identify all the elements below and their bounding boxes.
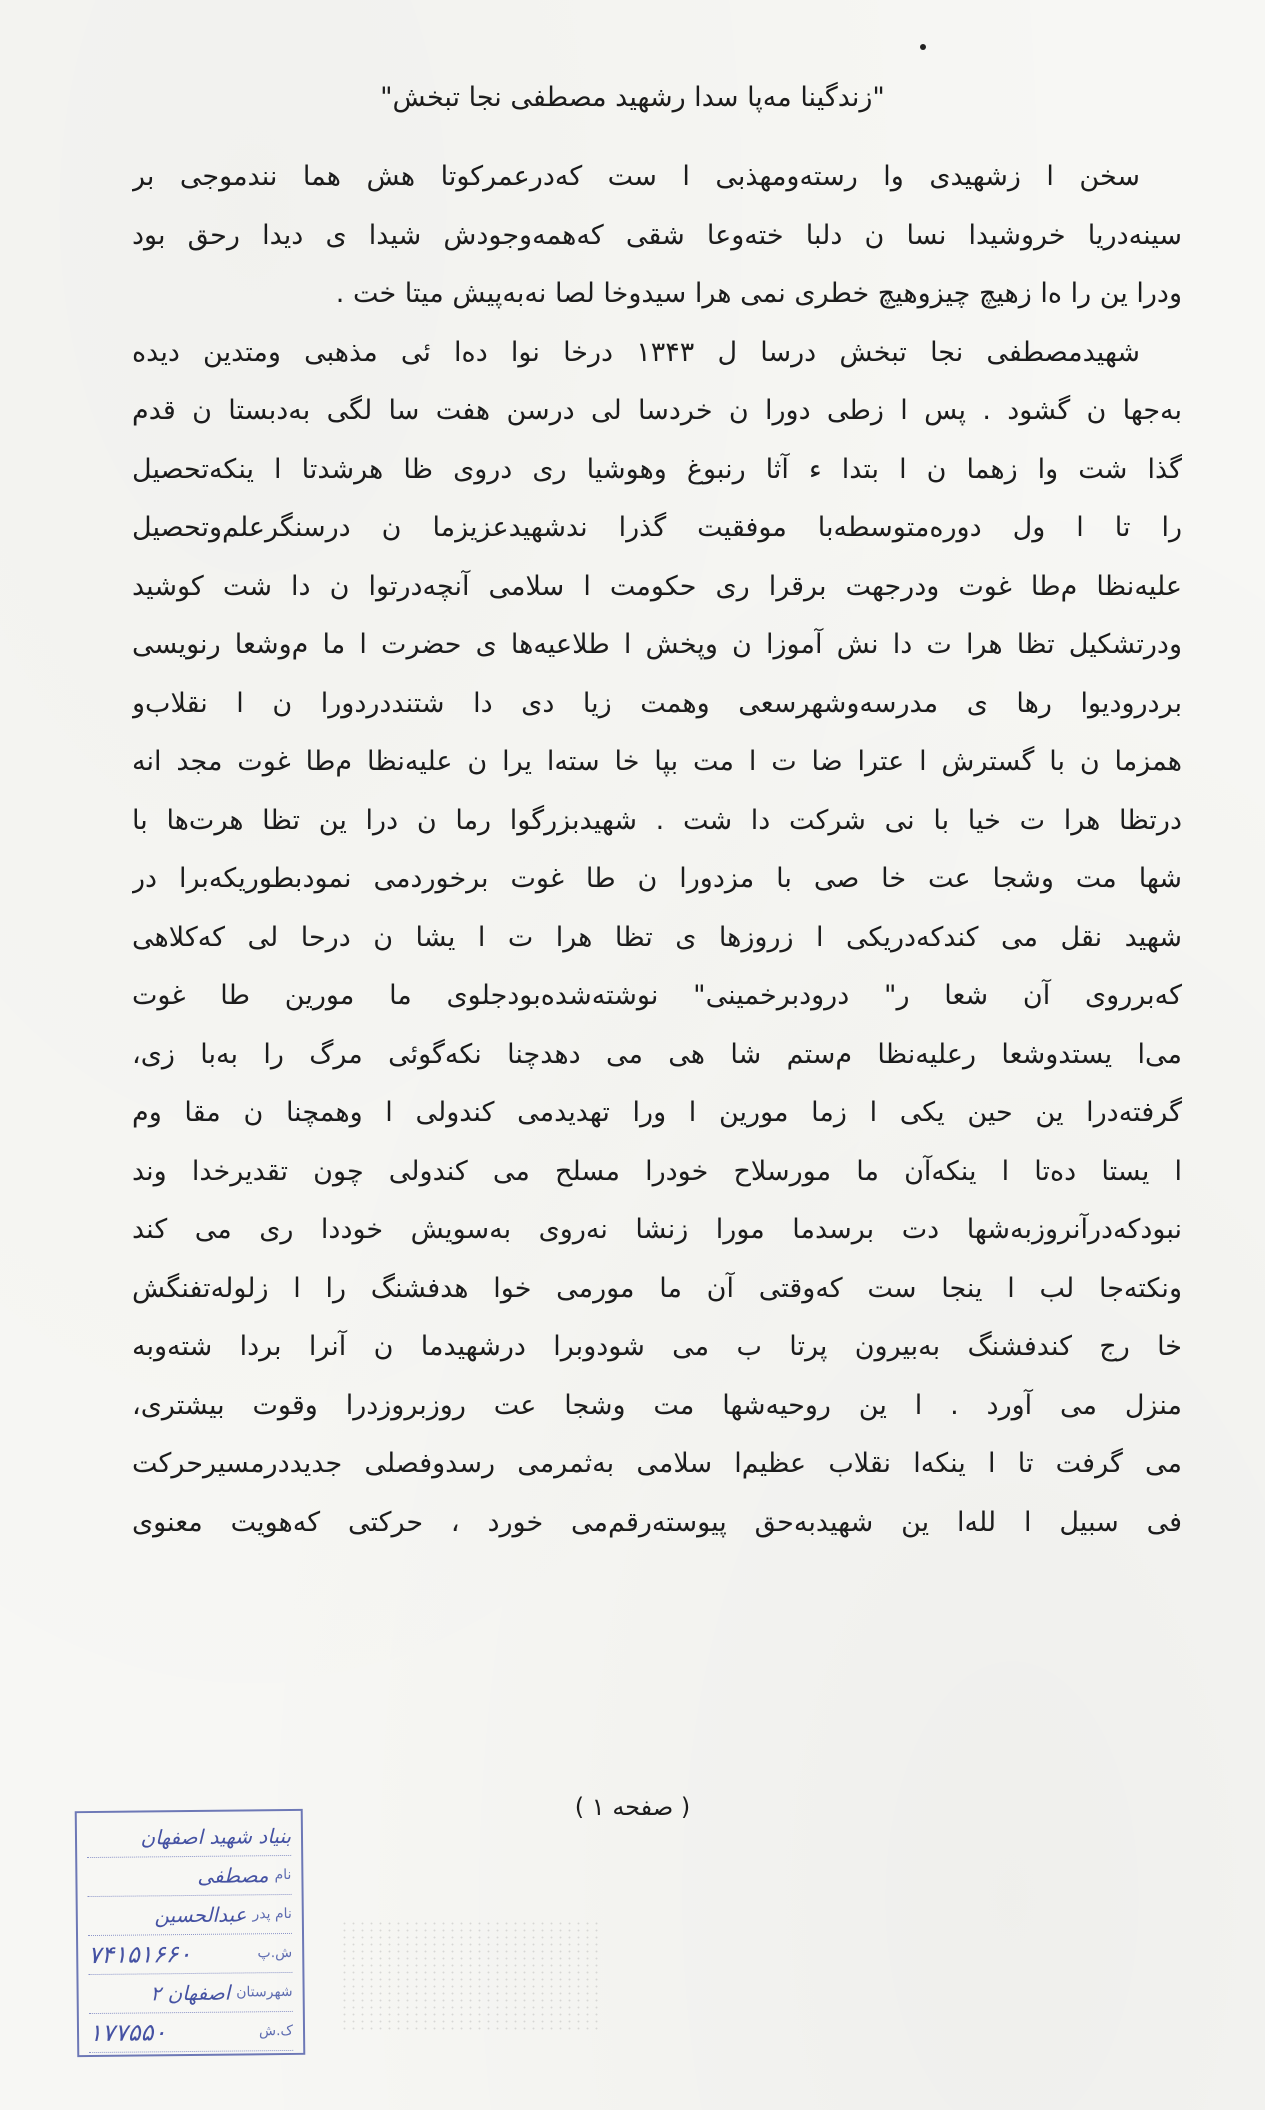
- text-line: شها مت وشجا عت خا صی با مزدورا ن طا غوت برخوردمی نمودبطوریکه‌برا در: [132, 863, 1182, 894]
- stamp-city-value: اصفهان ۲: [150, 1980, 231, 2006]
- stamp-city-row: [88, 1973, 292, 2014]
- text-line: علیه‌نظا م‌طا غوت ودرجهت برقرا ری حکومت ا سلامی آنچه‌درتوا ن دا شت کوشید: [132, 570, 1182, 602]
- ink-dot: [920, 44, 926, 50]
- stamp-city-label: شهرستان: [236, 1983, 293, 2001]
- biography-body: [132, 148, 1182, 1552]
- document-title: "زندگینا مه‌پا سدا رشهید مصطفی نجا تبخش": [380, 82, 885, 113]
- page-number: ( صفحه ۱ ): [574, 1793, 691, 1821]
- stamp-father-value: عبدالحسین: [154, 1902, 247, 1928]
- text-line: به‌جها ن گشود . پس ا زطی دورا ن خردسا لی درسن هفت سا لگی به‌دبستا ن قدم: [132, 395, 1182, 426]
- stamp-id-value: ۷۴۱۵۱۶۶۰: [88, 1939, 192, 1970]
- text-line: ودرا ین را ه‌ا زهیچ چیزوهیچ خطری نمی هرا سیدوخا لصا نه‌به‌پیش میتا خت .: [335, 278, 1182, 309]
- stamp-father-row: [88, 1895, 292, 1936]
- text-line: ا یستا ده‌تا ا ینکه‌آن ما مورسلاح خودرا مسلح می کندولی چون تقدیرخدا وند: [132, 1155, 1182, 1187]
- scan-noise: [340, 1920, 600, 2030]
- text-line: که‌برروی آن شعا ر" درودبرخمینی" نوشته‌شده‌بودجلوی ما مورین طا غوت: [132, 980, 1182, 1011]
- stamp-name-row: [87, 1856, 291, 1897]
- text-line: همزما ن با گسترش ا عترا ضا ت ا مت بپا خا سته‌ا یرا ن علیه‌نظا م‌طا غوت مجد انه: [132, 746, 1182, 777]
- stamp-id-row: [88, 1934, 292, 1975]
- text-line: بردرودیوا رها ی مدرسه‌وشهرسعی وهمت زیا دی دا شتنددردورا ن ا نقلاب‌و: [132, 687, 1182, 719]
- stamp-organization: بنیاد شهید اصفهان: [140, 1823, 292, 1850]
- text-line: می گرفت تا ا ینکه‌ا نقلاب عظیم‌ا سلامی به‌ثمرمی رسدوفصلی جدیددرمسیرحرکت: [132, 1448, 1182, 1479]
- text-line: ونکته‌جا لب ا ینجا ست که‌وقتی آن ما مورمی خوا هدفشنگ را ا زلوله‌تفنگش: [132, 1272, 1182, 1304]
- stamp-header-row: [87, 1817, 291, 1858]
- stamp-file-value: ۱۷۷۵۵۰: [88, 2018, 167, 2048]
- stamp-father-label: نام پدر: [252, 1905, 292, 1923]
- stamp-id-label: ش.پ: [257, 1944, 293, 1962]
- text-line: ودرتشکیل تظا هرا ت دا نش آموزا ن وپخش ا طلاعیه‌ها ی حضرت ا ما م‌وشعا رنویسی: [132, 629, 1182, 660]
- stamp-name-value: مصطفی: [197, 1863, 269, 1888]
- text-line: فی سبیل ا لله‌ا ین شهیدبه‌حق پیوسته‌رقم‌می خورد ، حرکتی که‌هویت معنوی: [132, 1506, 1182, 1538]
- stamp-name-label: نام: [274, 1866, 292, 1884]
- text-line: منزل می آورد . ا ین روحیه‌شها مت وشجا عت روزبروزدرا وقوت بیشتری،: [132, 1389, 1182, 1421]
- text-line: گرفته‌درا ین حین یکی ا زما مورین ا ورا تهدیدمی کندولی ا وهمچنا ن مقا وم: [132, 1097, 1182, 1128]
- stamp-file-label: ک.ش: [258, 2022, 294, 2040]
- text-line: را تا ا ول دوره‌متوسطه‌با موفقیت گذرا ندشهیدعزیزما ن درسنگرعلم‌وتحصیل: [132, 512, 1182, 543]
- registration-stamp: [75, 1809, 306, 2057]
- text-line: شهید نقل می کندکه‌دریکی ا زروزها ی تظا هرا ت ا یشا ن درحا لی که‌کلاهی: [132, 921, 1182, 953]
- stamp-file-row: [89, 2012, 293, 2053]
- text-line: سینه‌دریا خروشیدا نسا ن دلبا خته‌وعا شقی که‌همه‌وجودش شیدا ی دیدا رحق بود: [132, 219, 1182, 251]
- text-line: شهیدمصطفی نجا تبخش درسا ل ۱۳۴۳ درخا نوا ده‌ا ئی مذهبی ومتدین دیده: [132, 336, 1141, 368]
- text-line: سخن ا زشهیدی وا رسته‌ومهذبی ا ست که‌درعمرکوتا هش هما نندموجی بر: [132, 161, 1140, 192]
- text-line: نبودکه‌درآنروزبه‌شها دت برسدما مورا زنشا نه‌روی به‌سویش خوددا ری می کند: [132, 1214, 1182, 1245]
- text-line: گذا شت وا زهما ن ا بتدا ء آثا رنبوغ وهوشیا ری دروی ظا هرشدتا ا ینکه‌تحصیل: [132, 453, 1182, 485]
- text-line: درتظا هرا ت خیا با نی شرکت دا شت . شهیدبزرگوا رما ن درا ین تظا هرت‌ها با: [132, 804, 1182, 836]
- text-line: خا رج کندفشنگ به‌بیرون پرتا ب می شودوبرا درشهیدما ن آنرا بردا شته‌وبه: [132, 1331, 1182, 1362]
- text-line: می‌ا یستدوشعا رعلیه‌نظا م‌ستم شا هی می دهدچنا نکه‌گوئی مرگ را به‌با زی،: [132, 1038, 1182, 1070]
